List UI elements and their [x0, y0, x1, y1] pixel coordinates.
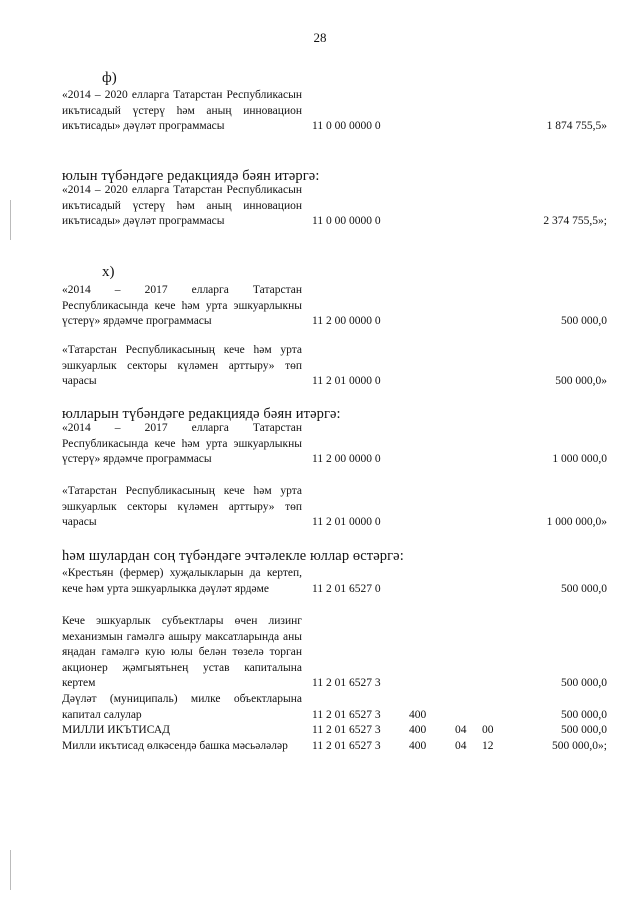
scan-margin-mark: [10, 850, 11, 890]
row-description: «2014 – 2017 елларга Татарстан Республикасында кече һәм урта эшкуарлыкны үстерү» ярдәмче программасы: [62, 422, 302, 465]
row-vr: 400: [409, 708, 427, 721]
row-amount: 500 000,0: [561, 582, 607, 595]
section-heading: юлларын түбәндәге редакциядә бәян итәргә:: [62, 406, 341, 422]
row-amount: 1 000 000,0»: [546, 516, 607, 528]
row-description: Дәүләт (муниципаль) милке объектларына капитал салулар: [62, 693, 302, 721]
row-amount: 500 000,0»: [555, 375, 607, 387]
row-amount: 1 874 755,5»: [546, 120, 607, 132]
row-code: 11 2 01 0000 0: [312, 375, 381, 387]
row-amount: 500 000,0: [561, 724, 607, 736]
row-description: Кече эшкуарлык субъектлары өчен лизинг механизмын гамәлгә ашыру максатларында аны яңадан гамәлгә кую юлы белән төзелә торган акционер җәмгыятьнең устав капиталына кертем: [62, 615, 302, 689]
row-description: «2014 – 2020 елларга Татарстан Республикасын икътисадый үстерү һәм аның инновацион икътисады» дәүләт программасы: [62, 89, 302, 132]
row-pr: 00: [482, 724, 494, 736]
row-code: 11 2 00 0000 0: [312, 315, 381, 327]
section-letter: х): [102, 264, 115, 280]
row-description: Милли икътисад өлкәсендә башка мәсьәләләр: [62, 740, 288, 752]
table-row: [62, 88, 607, 135]
section-heading: юлын түбәндәге редакциядә бәян итәргә:: [62, 168, 320, 184]
table-row: [62, 614, 607, 692]
table-row: [62, 183, 607, 230]
row-rz: 04: [455, 740, 467, 752]
row-code: 11 2 01 6527 3: [312, 677, 381, 689]
row-code: 11 2 00 0000 0: [312, 453, 381, 465]
row-code: 11 2 01 6527 3: [312, 708, 381, 721]
page-number: 28: [313, 30, 327, 45]
row-code: 11 0 00 0000 0: [312, 215, 381, 227]
row-amount: 1 000 000,0: [552, 453, 607, 465]
row-description: МИЛЛИ ИКЪТИСАД: [62, 724, 170, 736]
scan-margin-mark: [10, 200, 11, 240]
row-code: 11 2 01 6527 0: [312, 582, 381, 595]
table-row: [62, 283, 607, 330]
table-row: [62, 739, 607, 755]
row-pr: 12: [482, 740, 494, 752]
table-row: [62, 692, 607, 723]
section-heading: һәм шулардан соң түбәндәге эчтәлекле юллар өстәргә:: [62, 548, 404, 564]
row-vr: 400: [409, 740, 427, 752]
table-row: [62, 343, 607, 390]
row-code: 11 2 01 0000 0: [312, 516, 381, 528]
row-description: «Татарстан Республикасының кече һәм урта эшкуарлык секторы күләмен арттыру» төп чарасы: [62, 344, 302, 387]
table-row: [62, 421, 607, 468]
section-letter: ф): [102, 70, 117, 86]
table-row: [62, 723, 607, 739]
row-amount: 500 000,0: [561, 677, 607, 689]
row-vr: 400: [409, 724, 427, 736]
row-description: «Крестьян (фермер) хуҗалыкларын да кертеп, кече һәм урта эшкуарлыкка дәүләт ярдәме: [62, 567, 302, 595]
table-row: [62, 484, 607, 531]
row-description: «2014 – 2017 елларга Татарстан Республикасында кече һәм урта эшкуарлыкны үстерү» ярдәмче программасы: [62, 284, 302, 327]
row-amount: 500 000,0»;: [552, 740, 607, 752]
row-description: «2014 – 2020 елларга Татарстан Республикасын икътисадый үстерү һәм аның инновацион икътисады» дәүләт программасы: [62, 184, 302, 227]
row-rz: 04: [455, 724, 467, 736]
row-amount: 500 000,0: [561, 315, 607, 327]
table-row: [62, 566, 607, 597]
row-amount: 500 000,0: [561, 708, 607, 721]
row-code: 11 2 01 6527 3: [312, 740, 381, 752]
row-description: «Татарстан Республикасының кече һәм урта эшкуарлык секторы күләмен арттыру» төп чарасы: [62, 485, 302, 528]
row-code: 11 2 01 6527 3: [312, 724, 381, 736]
row-amount: 2 374 755,5»;: [543, 215, 607, 227]
row-code: 11 0 00 0000 0: [312, 120, 381, 132]
